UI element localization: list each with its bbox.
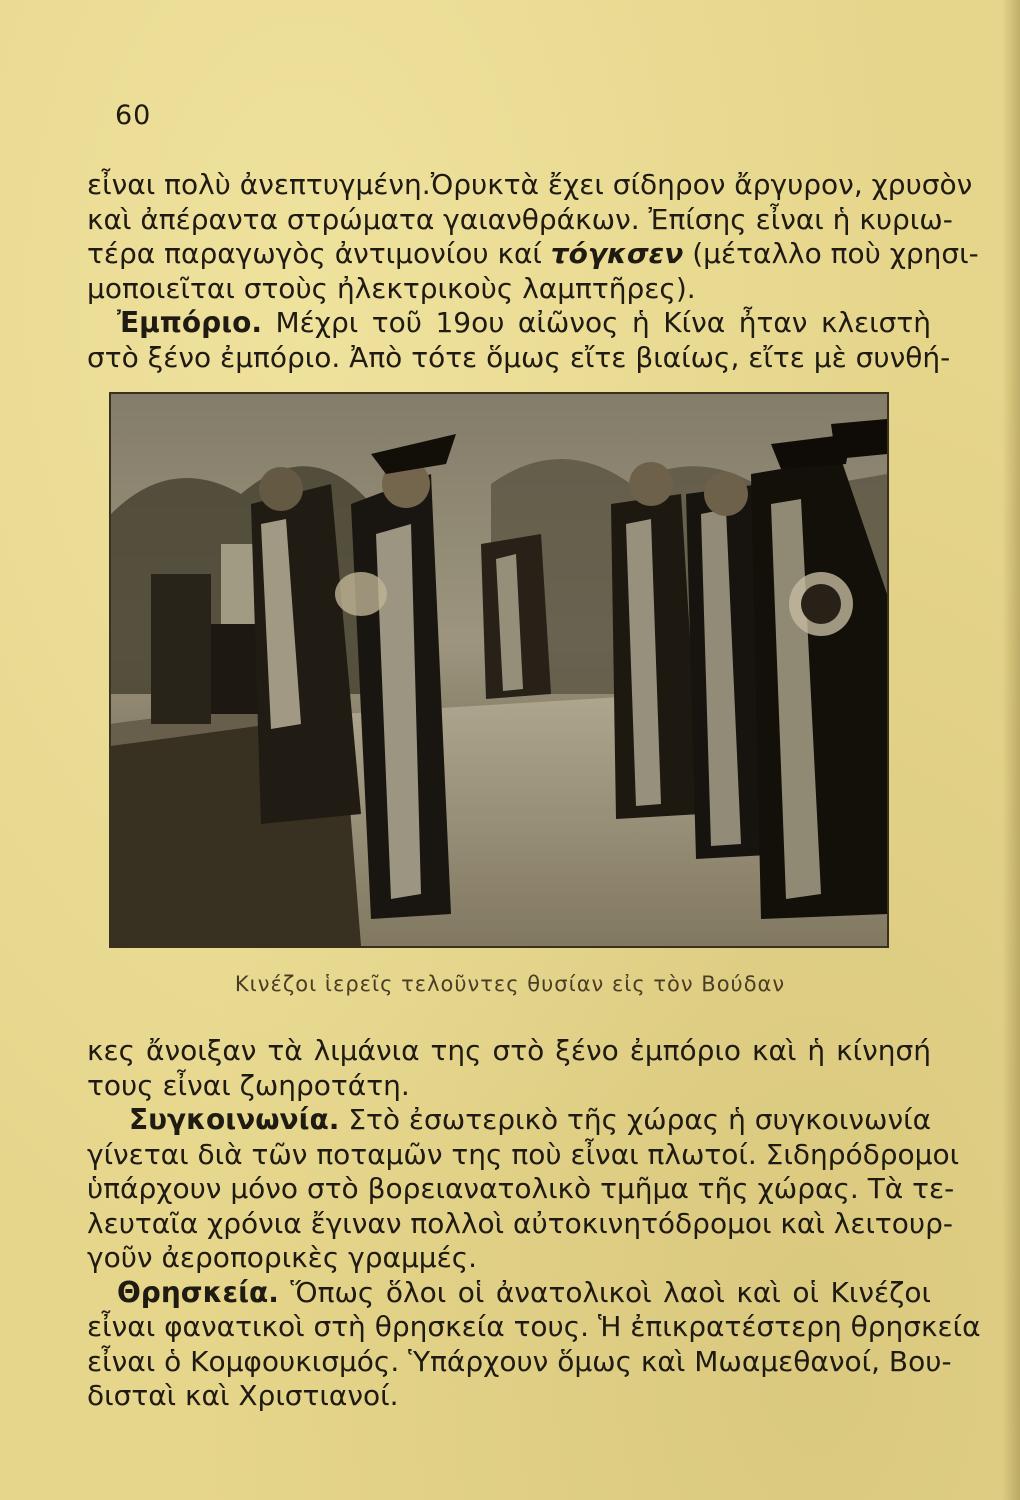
- religion-heading: Θρησκεία.: [117, 1275, 279, 1309]
- page-number: 60: [115, 100, 152, 131]
- text-line: [87, 237, 979, 272]
- communication-heading: Συγκοινωνία.: [129, 1103, 340, 1136]
- top-paragraph: [87, 168, 979, 375]
- text-line: [87, 306, 931, 341]
- text-line: καὶ ἀπέραντα στρώματα γαιανθράκων. Ἐπίσης εἶναι ἡ κυριω-: [87, 202, 953, 236]
- bottom-paragraph: [87, 1034, 981, 1414]
- text-line: [87, 1103, 931, 1138]
- tungsten-word: τόγκσεν: [550, 237, 684, 270]
- text-fragment: Μέχρι τοῦ 19ου αἰῶνος ἡ Κίνα ἦταν κλειστὴ: [275, 306, 931, 339]
- photograph-priests-ceremony: [109, 392, 889, 948]
- text-line: εἶναι πολὺ ἀνεπτυγμένη.Ὀρυκτὰ ἔχει σίδηρον ἄργυρον, χρυσὸν: [87, 168, 973, 201]
- photo-caption: Κινέζοι ἱερεῖς τελοῦντες θυσίαν εἰς τὸν Βούδαν: [234, 972, 786, 996]
- text-line: εἶναι ὁ Κομφουκισμός. Ὑπάρχουν ὅμως καὶ Μωαμεθανοί, Βου-: [87, 1344, 952, 1378]
- text-line: εἶναι φανατικοὶ στὴ θρησκεία τους. Ἡ ἐπικρατέστερη θρησκεία: [87, 1310, 981, 1343]
- text-fragment: Ὅπως ὅλοι οἱ ἀνατολικοὶ λαοὶ καὶ οἱ Κινέζοι: [290, 1275, 931, 1309]
- text-line: στὸ ξένο ἐμπόριο. Ἀπὸ τότε ὅμως εἴτε βιαίως, εἴτε μὲ συνθή-: [87, 340, 951, 374]
- text-line: γίνεται διὰ τῶν ποταμῶν της ποὺ εἶναι πλωτοί. Σιδηρόδρομοι: [87, 1137, 960, 1171]
- text-line: μοποιεῖται στοὺς ἠλεκτρικοὺς λαμπτῆρες).: [87, 271, 696, 305]
- text-line: λευταῖα χρόνια ἔγιναν πολλοὶ αὐτοκινητόδρομοι καὶ λειτουρ-: [87, 1206, 953, 1240]
- text-fragment: τέρα παραγωγὸς ἀντιμονίου καί: [87, 237, 542, 270]
- text-line: κες ἄνοιξαν τὰ λιμάνια της στὸ ξένο ἐμπόριο καὶ ἡ κίνησή: [87, 1034, 931, 1067]
- text-line: γοῦν ἀεροπορικὲς γραμμές.: [87, 1241, 478, 1274]
- text-line: ὑπάρχουν μόνο στὸ βορειανατολικὸ τμῆμα τῆς χώρας. Τὰ τε-: [87, 1172, 955, 1205]
- text-line: [87, 1276, 931, 1311]
- text-line: δισταὶ καὶ Χριστιανοί.: [87, 1379, 399, 1412]
- text-line: τους εἶναι ζωηροτάτη.: [87, 1068, 410, 1102]
- page-edge-shadow: [1002, 0, 1020, 1500]
- trade-heading: Ἐμπόριο.: [117, 306, 262, 339]
- text-fragment: Στὸ ἐσωτερικὸ τῆς χώρας ἡ συγκοινωνία: [348, 1103, 932, 1136]
- text-fragment: (μέταλλο ποὺ χρησι-: [692, 237, 979, 270]
